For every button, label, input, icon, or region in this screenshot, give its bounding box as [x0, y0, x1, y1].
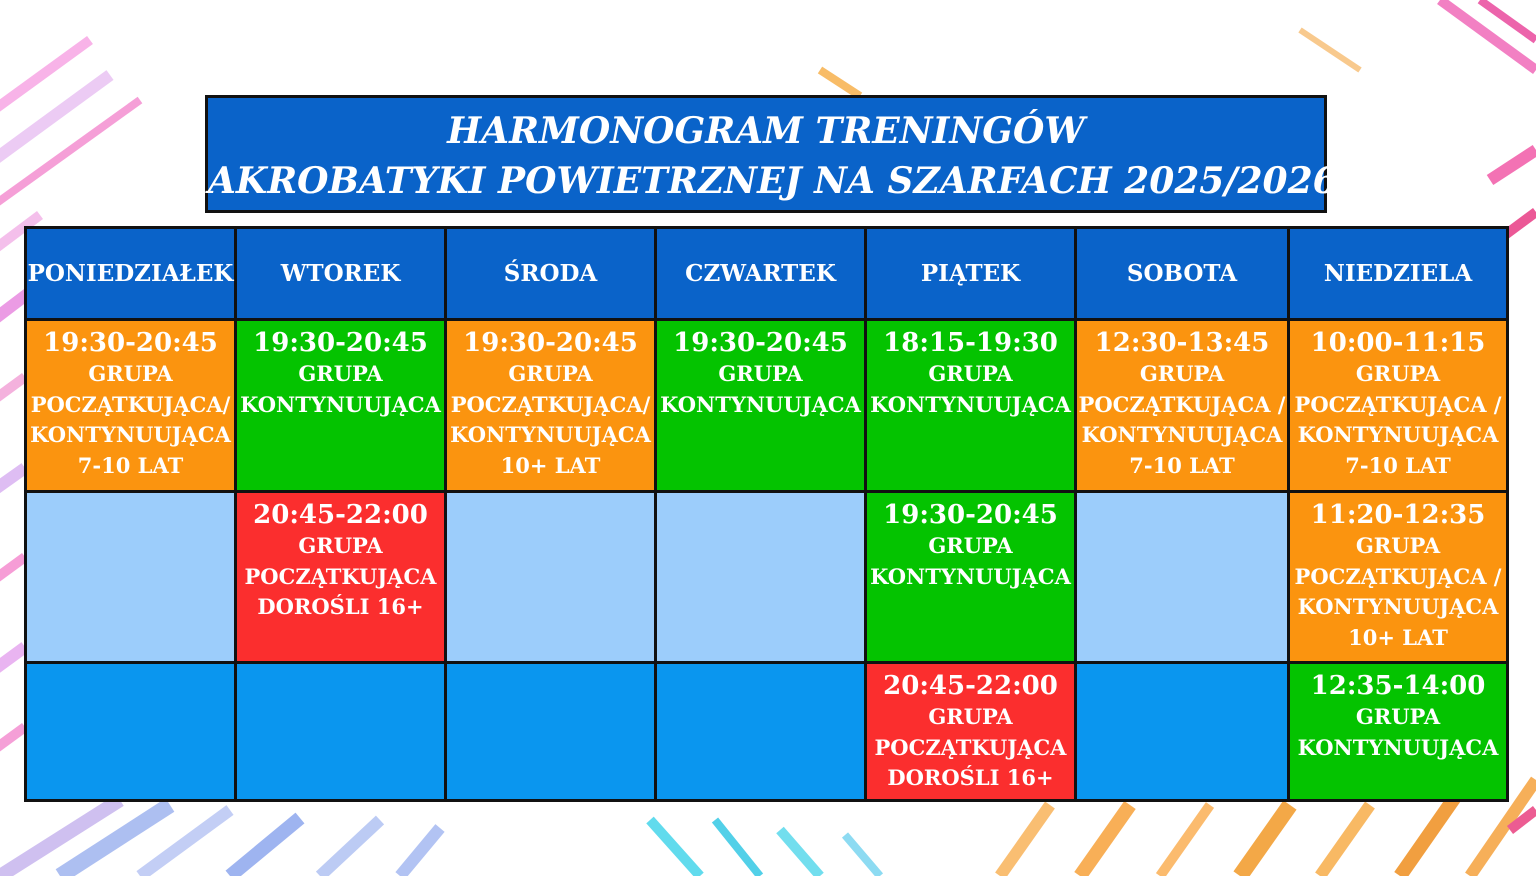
class-time: 19:30-20:45	[673, 328, 848, 358]
class-slot-sunday	[1289, 663, 1508, 801]
class-description-line: KONTYNUUJĄCA	[1081, 422, 1283, 447]
empty-slot-saturday	[1076, 492, 1289, 663]
class-description-line: GRUPA	[718, 361, 803, 386]
class-time: 19:30-20:45	[883, 500, 1058, 530]
class-slot-friday	[866, 663, 1076, 801]
class-slot-tuesday	[236, 320, 446, 492]
class-description-line: GRUPA	[1139, 361, 1225, 386]
class-description-line: 7-10 LAT	[77, 452, 184, 478]
day-header-thursday: CZWARTEK	[656, 228, 866, 320]
class-description-line: GRUPA	[88, 361, 173, 386]
empty-slot-thursday	[656, 492, 866, 663]
class-description-line: GRUPA	[928, 704, 1013, 729]
class-description-line: POCZĄTKUJĄCA /	[1294, 563, 1502, 589]
empty-slot-thursday	[656, 663, 866, 801]
class-description-line: DOROŚLI 16+	[887, 765, 1054, 790]
class-time: 12:35-14:00	[1310, 671, 1486, 701]
class-time: 12:30-13:45	[1094, 328, 1270, 358]
class-description-line: 7-10 LAT	[1345, 452, 1451, 478]
day-header-monday: PONIEDZIAŁEK	[26, 228, 236, 320]
day-header-friday: PIĄTEK	[866, 228, 1076, 320]
schedule-row-3	[26, 663, 1508, 801]
empty-slot-wednesday	[446, 492, 656, 663]
class-description-line: GRUPA	[298, 533, 383, 558]
class-description-line: GRUPA	[1355, 361, 1441, 386]
class-description-line: KONTYNUUJĄCA	[1297, 734, 1499, 760]
class-time: 11:20-12:35	[1310, 500, 1486, 530]
empty-slot-monday	[26, 492, 236, 663]
class-description-line: KONTYNUUJĄCA	[660, 391, 861, 417]
schedule-table	[24, 226, 1509, 802]
class-description-line: POCZĄTKUJĄCA	[244, 563, 437, 589]
class-description-line: KONTYNUUJĄCA	[1297, 594, 1499, 619]
title-line-1: HARMONOGRAM TRENINGÓW	[447, 110, 1085, 152]
empty-slot-saturday	[1076, 663, 1289, 801]
class-slot-wednesday	[446, 320, 656, 492]
day-header-saturday: SOBOTA	[1076, 228, 1289, 320]
title-line-2: AKROBATYKI POWIETRZNEJ NA SZARFACH 2025/2026	[208, 160, 1338, 202]
class-slot-sunday	[1289, 320, 1508, 492]
class-description-line: 7-10 LAT	[1129, 452, 1235, 478]
class-description-line: GRUPA	[508, 361, 593, 386]
schedule-title	[205, 95, 1338, 213]
class-time: 19:30-20:45	[463, 328, 638, 358]
class-time: 20:45-22:00	[883, 671, 1058, 701]
class-description-line: 10+ LAT	[1348, 624, 1448, 650]
day-header-sunday: NIEDZIELA	[1289, 228, 1508, 320]
class-slot-thursday	[656, 320, 866, 492]
class-slot-sunday	[1289, 492, 1508, 663]
empty-slot-monday	[26, 663, 236, 801]
class-description-line: POCZĄTKUJĄCA/	[30, 391, 231, 417]
class-description-line: GRUPA	[1355, 704, 1441, 729]
class-description-line: KONTYNUUJĄCA	[870, 391, 1071, 417]
empty-slot-tuesday	[236, 663, 446, 801]
class-description-line: KONTYNUUJĄCA	[450, 422, 651, 447]
class-time: 20:45-22:00	[253, 500, 428, 530]
class-description-line: POCZĄTKUJĄCA /	[1294, 391, 1502, 417]
empty-slot-wednesday	[446, 663, 656, 801]
class-description-line: GRUPA	[928, 533, 1013, 558]
day-header-tuesday: WTOREK	[236, 228, 446, 320]
class-description-line: DOROŚLI 16+	[257, 594, 424, 619]
schedule-row-1	[26, 320, 1508, 492]
class-description-line: KONTYNUUJĄCA	[30, 422, 231, 447]
day-header-wednesday: ŚRODA	[446, 228, 656, 320]
class-time: 19:30-20:45	[253, 328, 428, 358]
class-description-line: POCZĄTKUJĄCA	[874, 734, 1067, 760]
class-time: 18:15-19:30	[883, 328, 1058, 358]
class-slot-monday	[26, 320, 236, 492]
class-description-line: POCZĄTKUJĄCA /	[1078, 391, 1286, 417]
class-slot-friday	[866, 492, 1076, 663]
class-description-line: GRUPA	[928, 361, 1013, 386]
class-description-line: KONTYNUUJĄCA	[870, 563, 1071, 589]
class-slot-tuesday	[236, 492, 446, 663]
class-description-line: GRUPA	[298, 361, 383, 386]
class-description-line: GRUPA	[1355, 533, 1441, 558]
class-description-line: 10+ LAT	[500, 452, 601, 478]
day-header-row	[26, 228, 1508, 320]
class-description-line: KONTYNUUJĄCA	[1297, 422, 1499, 447]
schedule-row-2	[26, 492, 1508, 663]
class-description-line: KONTYNUUJĄCA	[240, 391, 441, 417]
class-slot-friday	[866, 320, 1076, 492]
class-time: 10:00-11:15	[1310, 328, 1486, 358]
class-time: 19:30-20:45	[43, 328, 218, 358]
class-slot-saturday	[1076, 320, 1289, 492]
class-description-line: POCZĄTKUJĄCA/	[450, 391, 651, 417]
